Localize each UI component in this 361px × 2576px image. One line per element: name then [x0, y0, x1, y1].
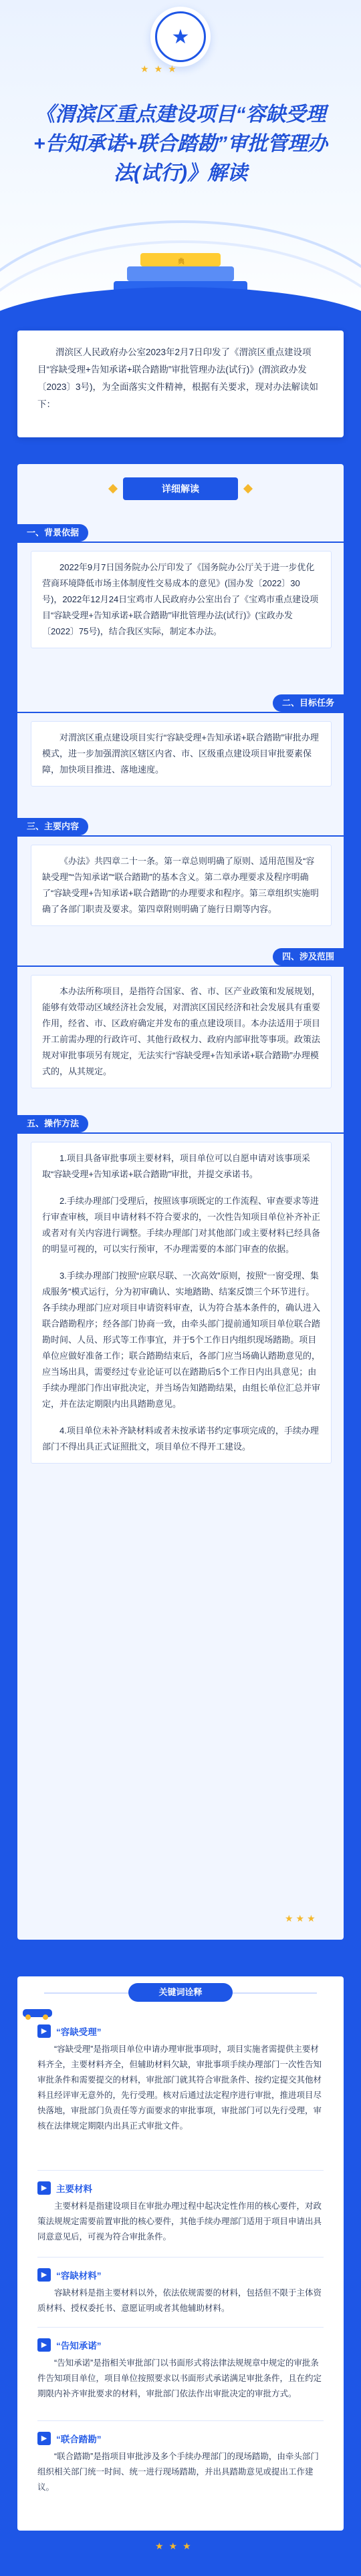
section-paragraph: 2.手续办理部门受理后，按照该事项既定的工作流程、审查要求等进行审查审核，项目申请材料不符合要求的，一次性告知项目单位补齐补正或者对有关内容进行调整。手续办理部门对其他部门或主要材料已经具备的明显可视的，可以实行预审，不办理需要的本部门审查的依据。 — [42, 1196, 321, 1254]
keyword-title: 关键词诠释 — [128, 1983, 233, 2002]
keyword-text: “容缺受理”是指项目单位申请办理审批事项时，项目实施者需提供主要材料齐全，主要材料齐全，但辅助材料欠缺，审批事项手续办理部门一次性告知审批条件和需要提交的材料，审批部门就其符合审批条件、按约定提交其他材料且经评审无意外的，先行受理。核对后通过法定程序进行审批，推进项目尽快落地，审批部门负责任等方面要求的审批事项，审批部门可以先行受理，审核在法律规定期限内出具正式审批文件。 — [37, 2045, 322, 2131]
hero-banner — [0, 0, 361, 334]
party-emblem-icon: ★ — [150, 7, 211, 67]
keyword-item — [37, 2337, 324, 2402]
section-label: 四、涉及范围 — [273, 948, 344, 965]
bookmark-icon: ▶ — [37, 2024, 51, 2038]
divider — [37, 2327, 324, 2328]
keyword-item — [37, 2267, 324, 2316]
divider — [37, 2170, 324, 2171]
intro-text: 渭滨区人民政府办公室2023年2月7日印发了《渭滨区重点建设项目“容缺受理+告知承诺+联合踏勘”审批管理办法(试行)》(渭滨政办发〔2023〕3号)，为全面落实文件精神，根据有关要求，现对办法解读如下： — [37, 347, 319, 409]
keyword-text: “告知承诺”是指相关审批部门以书面形式将法律法规规章中规定的审批条件告知项目单位，项目单位按照要求以书面形式承诺满足审批条件，且在约定期限内补齐审批要求的材料，审批部门依法作出审批决定的审批方式。 — [37, 2358, 322, 2398]
detail-ribbon: 详细解读 — [123, 477, 238, 500]
section-body — [31, 721, 332, 787]
section-paragraph: 本办法所称项目，是指符合国家、省、市、区产业政策和发展规划，能够有效带动区域经济社会发展，对渭滨区国民经济和社会发展具有重要作用，经省、市、区政府确定并发布的重点建设项目。本办法适用于项目开工前需办理的行政许可、其他行政权力、政府内部审批等事项。政策法规对审批事项另有规定，无法实行“容缺受理+告知承诺+联合踏勘”办理模式的，从其规定。 — [42, 986, 321, 1076]
section-header — [17, 1115, 344, 1134]
keyword-panel — [17, 1976, 344, 2531]
intro-card — [17, 331, 344, 437]
keyword-term: “容缺受理” — [56, 2027, 102, 2037]
keyword-title-bar — [17, 1976, 344, 2008]
section-body — [31, 975, 332, 1088]
section-paragraph: 对渭滨区重点建设项目实行“容缺受理+告知承诺+联合踏勘”审批办理模式，进一步加强渭滨区辖区内省、市、区级重点建设项目审批要素保障，加快项目推进、落地速度。 — [42, 732, 319, 775]
keyword-term: “联合踏勘” — [56, 2434, 102, 2444]
keyword-text: “联合踏勘”是指项目审批涉及多个手续办理部门的现场踏勘，由牵头部门组织相关部门统一时间、统一进行现场踏勘，并出具踏勘意见或提出工作建议。 — [37, 2452, 319, 2492]
divider — [37, 2420, 324, 2421]
section-label: 五、操作方法 — [17, 1115, 88, 1132]
section-label: 三、主要内容 — [17, 818, 88, 835]
section-body — [31, 845, 332, 926]
keyword-item — [37, 2023, 324, 2134]
page-title: 《渭滨区重点建设项目“容缺受理+告知承诺+联合踏勘”审批管理办法(试行)》解读 — [33, 103, 328, 184]
keyword-item — [37, 2180, 324, 2245]
section-paragraph: 《办法》共四章二十一条。第一章总则明确了原则、适用范围及“容缺受理”“告知承诺”“联合踏勘”的基本含义。第二章办理要求及程序明确了“容缺受理+告知承诺+联合踏勘”的办理要求和程序。第三章组织实施明确了各部门职责及要求。第四章附则明确了施行日期等内容。 — [42, 856, 319, 914]
section-paragraph: 4.项目单位未补齐缺材料或者未按承诺书约定事项完成的，手续办理部门不得出具正式证照批文，项目单位不得开工建设。 — [42, 1426, 319, 1452]
section-body — [31, 551, 332, 648]
section-body — [31, 1142, 332, 1464]
keyword-term: 主要材料 — [56, 2184, 92, 2194]
bookmark-icon: ▶ — [37, 2432, 51, 2445]
section-header — [17, 524, 344, 543]
decorative-stars: ★★★ — [140, 63, 182, 74]
divider — [37, 2257, 324, 2258]
decorative-stars: ★★★ — [285, 1913, 318, 1924]
section-header — [17, 694, 344, 713]
section-header — [17, 818, 344, 837]
section-paragraph: 3.手续办理部门按照“应联尽联、一次高效”原则，按照“一窗受理、集成服务”模式运行，分为初审确认、实地踏勘、结案反馈三个环节进行。各手续办理部门应对项目申请资料审查，认为符合基本条件的，确认进入联合踏勘程序；经各部门协商一致，由牵头部门提前通知项目单位联合踏勘时间、人员、形式等工作事宜，并于5个工作日内组织现场踏勘。项目单位应做好准备工作；联合踏勘结束后，各部门应当场确认踏勘意见的，应当场出具，需要经过专业论证可以在踏勘后5个工作日内出具意见；由手续办理部门作出审批决定，并当场告知踏勘结果，由组长单位汇总并审定，并在法定期限内出具踏勘意见。 — [42, 1271, 321, 1409]
book-stack-icon: 典 — [107, 237, 254, 297]
keyword-term: “容缺材料” — [56, 2271, 102, 2281]
interpretation-panel — [17, 464, 344, 1940]
keyword-term: “告知承诺” — [56, 2341, 102, 2351]
car-icon — [17, 2006, 57, 2020]
keyword-item — [37, 2430, 324, 2495]
decorative-stars: ★★★ — [155, 2541, 197, 2551]
bookmark-icon: ▶ — [37, 2181, 51, 2195]
keyword-text: 主要材料是指建设项目在审批办理过程中起决定性作用的核心要件，对政策法规规定需要前置审批的核心要件，其他手续办理部门适用于项目申请出具同意意见后，可视为符合审批条件。 — [37, 2201, 322, 2241]
section-label: 二、目标任务 — [273, 694, 344, 712]
section-header — [17, 948, 344, 967]
section-paragraph: 2022年9月7日国务院办公厅印发了《国务院办公厅关于进一步优化营商环境降低市场主体制度性交易成本的意见》(国办发〔2022〕30号)，2022年12月24日宝鸡市人民政府办公室出台了《宝鸡市重点建设项目“容缺受理+告知承诺+联合踏勘”审批管理办法(试行)》(宝政办发〔2022〕75号)，结合我区实际，制定本办法。 — [42, 562, 319, 636]
section-label: 一、背景依据 — [17, 524, 88, 542]
bookmark-icon: ▶ — [37, 2268, 51, 2282]
section-paragraph: 1.项目具备审批事项主要材料，项目单位可以自愿申请对该事项采取“容缺受理+告知承诺+联合踏勘”审批，并提交承诺书。 — [42, 1153, 310, 1179]
keyword-text: 容缺材料是指主要材料以外，依法依规需要的材料，包括但不限于主体资质材料、授权委托书、意愿证明或者其他辅助材料。 — [37, 2288, 322, 2313]
bookmark-icon: ▶ — [37, 2338, 51, 2352]
